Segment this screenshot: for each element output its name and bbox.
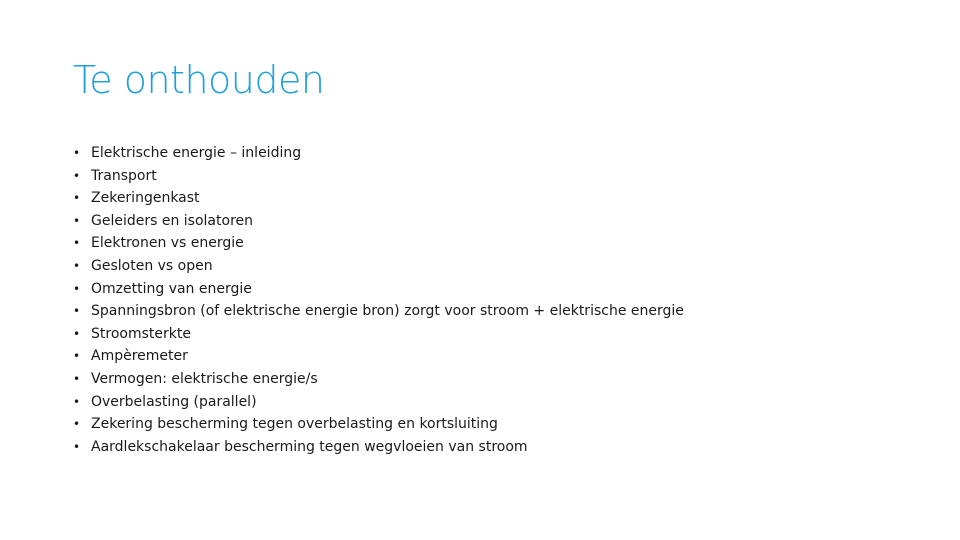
list-item-text: Omzetting van energie bbox=[91, 280, 252, 297]
bullet-icon: • bbox=[73, 168, 81, 183]
bullet-icon: • bbox=[73, 191, 81, 206]
list-item-text: Ampèremeter bbox=[91, 348, 188, 365]
list-item-text: Gesloten vs open bbox=[91, 257, 213, 274]
list-item-text: Vermogen: elektrische energie/s bbox=[91, 370, 318, 387]
bullet-icon: • bbox=[73, 417, 81, 432]
bullet-icon: • bbox=[73, 213, 81, 228]
list-item-text: Elektrische energie – inleiding bbox=[91, 145, 302, 161]
bullet-icon: • bbox=[73, 326, 81, 341]
bullet-icon: • bbox=[73, 281, 81, 296]
bullet-icon: • bbox=[73, 236, 81, 251]
list-item-text: Aardlekschakelaar bescherming tegen wegvloeien van stroom bbox=[91, 438, 528, 455]
bullet-icon: • bbox=[73, 146, 81, 160]
bullet-icon: • bbox=[73, 439, 81, 454]
list-item-text: Geleiders en isolatoren bbox=[91, 212, 253, 229]
list-item-text: Overbelasting (parallel) bbox=[91, 393, 257, 410]
bullet-icon: • bbox=[73, 349, 81, 364]
list-item-text: Zekering bescherming tegen overbelasting en kortsluiting bbox=[91, 416, 498, 433]
slide-title: Te onthouden bbox=[73, 58, 325, 102]
bullet-icon: • bbox=[73, 371, 81, 386]
bullet-icon: • bbox=[73, 258, 81, 273]
list-item-text: Transport bbox=[91, 167, 157, 184]
list-item-text: Spanningsbron (of elektrische energie bron) zorgt voor stroom + elektrische energie bbox=[91, 303, 684, 320]
bullet-icon: • bbox=[73, 304, 81, 319]
bullet-icon: • bbox=[73, 394, 81, 409]
list-item-text: Elektronen vs energie bbox=[91, 235, 244, 252]
list-item-text: Stroomsterkte bbox=[91, 325, 191, 342]
list-item-text: Zekeringenkast bbox=[91, 190, 200, 207]
